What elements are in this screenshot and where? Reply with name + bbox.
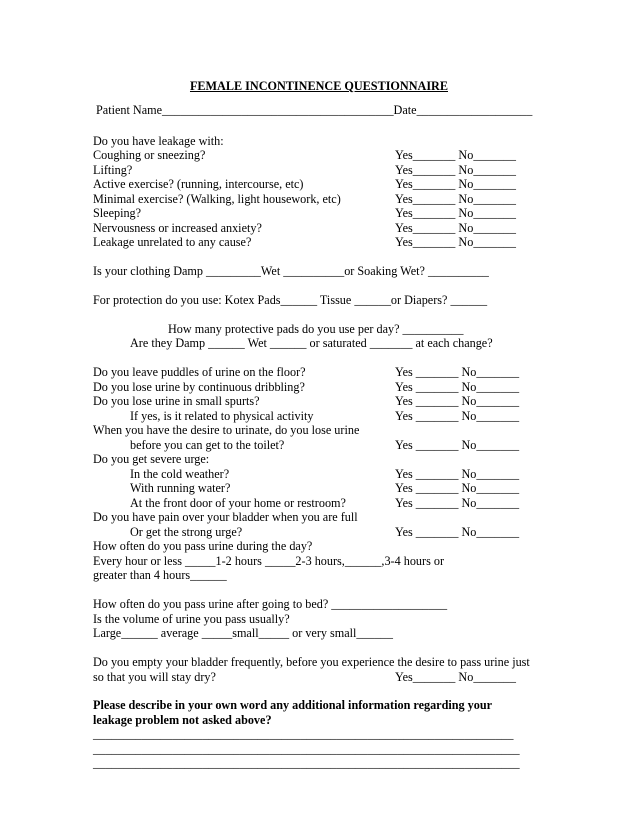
yes-no-answer[interactable]: Yes_______ No_______	[395, 148, 516, 162]
urine-question: When you have the desire to urinate, do you lose urine	[93, 423, 360, 437]
describe-prompt: Please describe in your own word any additional information regarding your	[93, 698, 493, 712]
urine-question: Or get the strong urge?	[130, 524, 243, 539]
empty-bladder-question: Do you empty your bladder frequently, before you experience the desire to pass urine just	[93, 655, 530, 669]
answer-blank-line[interactable]: ______________________________________________________________________	[93, 756, 520, 770]
yes-no-answer[interactable]: Yes _______ No_______	[395, 394, 520, 408]
urine-question: With running water?	[130, 481, 231, 495]
urine-question: In the cold weather?	[130, 466, 230, 481]
leakage-question: Nervousness or increased anxiety?	[93, 220, 262, 235]
yes-no-answer[interactable]: Yes _______ No_______	[395, 495, 520, 510]
yes-no-answer[interactable]: Yes_______ No_______	[395, 669, 516, 684]
yes-no-answer[interactable]: Yes_______ No_______	[395, 191, 516, 206]
frequency-question: How often do you pass urine during the day?	[93, 539, 313, 553]
empty-bladder-question: so that you will stay dry?	[93, 669, 216, 684]
yes-no-answer[interactable]: Yes_______ No_______	[395, 235, 516, 249]
volume-question: Is the volume of urine you pass usually?	[93, 611, 290, 626]
page-title: FEMALE INCONTINENCE QUESTIONNAIRE	[189, 79, 448, 93]
frequency-options[interactable]: greater than 4 hours______	[93, 568, 227, 582]
answer-blank-line[interactable]: ______________________________________________________________________	[93, 741, 520, 756]
yes-no-answer[interactable]: Yes _______ No_______	[395, 379, 520, 394]
leakage-question: Sleeping?	[93, 206, 142, 220]
volume-options[interactable]: Large______ average _____small_____ or very small______	[93, 626, 393, 640]
leakage-question: Active exercise? (running, intercourse, etc)	[93, 177, 304, 191]
urine-question: At the front door of your home or restroom?	[130, 495, 346, 510]
yes-no-answer[interactable]: Yes_______ No_______	[395, 177, 516, 191]
yes-no-answer[interactable]: Yes _______ No_______	[395, 466, 520, 481]
urine-question: Do you leave puddles of urine on the floor?	[93, 365, 306, 379]
leakage-heading: Do you have leakage with:	[93, 134, 224, 148]
pads-per-day-question[interactable]: How many protective pads do you use per day? __________	[168, 322, 464, 336]
clothing-question[interactable]: Is your clothing Damp _________Wet __________or Soaking Wet? __________	[93, 264, 489, 278]
urine-question: Do you lose urine in small spurts?	[93, 394, 260, 408]
urine-question: Do you get severe urge:	[93, 452, 210, 466]
urine-question: before you can get to the toilet?	[130, 437, 285, 452]
leakage-question: Leakage unrelated to any cause?	[93, 235, 252, 249]
yes-no-answer[interactable]: Yes _______ No_______	[395, 365, 520, 379]
protection-question[interactable]: For protection do you use: Kotex Pads______ Tissue ______or Diapers? ______	[93, 293, 488, 307]
yes-no-answer[interactable]: Yes _______ No_______	[395, 524, 520, 539]
yes-no-answer[interactable]: Yes _______ No_______	[395, 437, 520, 452]
leakage-question: Minimal exercise? (Walking, light housework, etc)	[93, 191, 341, 206]
urine-question: Do you have pain over your bladder when you are full	[93, 510, 358, 524]
answer-blank-line[interactable]: _____________________________________________________________________	[93, 727, 514, 741]
frequency-options[interactable]: Every hour or less _____1-2 hours _____2-3 hours,______,3-4 hours or	[93, 553, 445, 568]
leakage-question: Coughing or sneezing?	[93, 148, 206, 162]
yes-no-answer[interactable]: Yes _______ No_______	[395, 408, 520, 423]
describe-prompt: leakage problem not asked above?	[93, 712, 272, 727]
yes-no-answer[interactable]: Yes_______ No_______	[395, 220, 516, 235]
yes-no-answer[interactable]: Yes_______ No_______	[395, 206, 516, 220]
leakage-question: Lifting?	[93, 162, 133, 177]
patient-name-date-line[interactable]: Patient Name______________________________________Date___________________	[96, 103, 533, 117]
yes-no-answer[interactable]: Yes_______ No_______	[395, 162, 516, 177]
urine-question: Do you lose urine by continuous dribbling?	[93, 379, 305, 394]
pads-condition-question[interactable]: Are they Damp ______ Wet ______ or saturated _______ at each change?	[130, 336, 493, 350]
night-frequency-question[interactable]: How often do you pass urine after going to bed? ___________________	[93, 597, 448, 611]
yes-no-answer[interactable]: Yes _______ No_______	[395, 481, 520, 495]
urine-question: If yes, is it related to physical activity	[130, 408, 314, 423]
